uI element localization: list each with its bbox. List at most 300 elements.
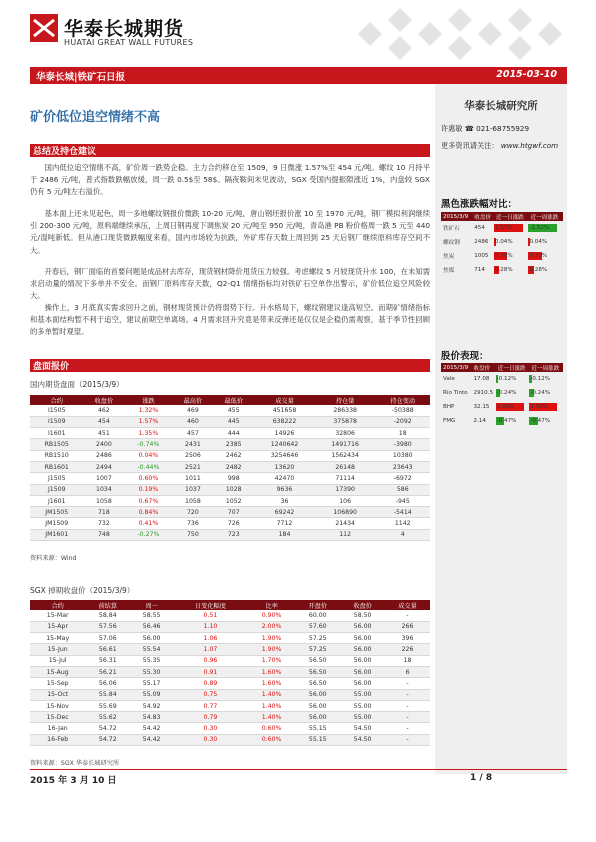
sgx-source: 资料来源：SGX 华泰长城研究所	[30, 760, 120, 767]
table-cell: -0.74%	[124, 439, 172, 450]
table-cell: 55.62	[85, 712, 130, 723]
more-info-label: 更多资讯请关注：	[441, 141, 499, 150]
table-cell: 1.57%	[124, 416, 172, 427]
col-header: 收盘价	[340, 600, 385, 610]
table-cell: 15-Sep	[30, 678, 85, 689]
col-header: 收盘价	[471, 363, 495, 372]
table-cell: 0.84%	[124, 507, 172, 518]
table-cell: 2462	[213, 450, 254, 461]
table-cell: -	[385, 610, 430, 621]
table-cell: 0.67%	[124, 495, 172, 506]
table-cell: 0.91	[173, 666, 248, 677]
report-title: 矿价低位追空情绪不高	[30, 110, 161, 125]
table-cell: 56.00	[295, 700, 340, 711]
table-cell: -2092	[375, 416, 430, 427]
change-value: -0.12%	[530, 376, 551, 382]
table-cell: 2431	[172, 439, 213, 450]
change-value: 1.50%	[496, 404, 515, 410]
table-cell: 56.00	[340, 644, 385, 655]
analyst-name: 许惠敏	[441, 124, 463, 133]
table-row	[441, 263, 563, 277]
table-cell: RB1510	[30, 450, 83, 461]
change-bar-cell	[496, 372, 530, 386]
table-cell: -	[385, 700, 430, 711]
table-cell: 15-Mar	[30, 610, 85, 621]
table-cell: 56.50	[295, 655, 340, 666]
table-cell: 26148	[315, 461, 376, 472]
table-cell: 454	[83, 416, 124, 427]
decorative-diamond-pattern	[348, 6, 568, 62]
change-bar-cell	[496, 414, 530, 428]
table-row	[30, 700, 430, 711]
table-cell: 0.41%	[124, 518, 172, 529]
stocks-table	[441, 363, 563, 428]
table-cell: 750	[172, 529, 213, 540]
table-row	[30, 473, 430, 484]
table-cell: 56.06	[85, 678, 130, 689]
table-cell: 60.00	[295, 610, 340, 621]
table-row	[441, 249, 563, 263]
table-cell: 56.00	[340, 678, 385, 689]
table-row	[30, 644, 430, 655]
table-row	[30, 529, 430, 540]
close-price: 2910.5	[473, 390, 494, 396]
table-cell: 998	[213, 473, 254, 484]
footer-divider	[30, 769, 567, 770]
change-value: 0.04%	[494, 239, 513, 245]
change-bar-cell	[529, 400, 563, 414]
table-cell: 55.30	[130, 666, 173, 677]
table-cell: 0.60%	[124, 473, 172, 484]
table-cell: 15-Nov	[30, 700, 85, 711]
table-cell: JM1505	[30, 507, 83, 518]
table-cell: 56.50	[295, 666, 340, 677]
col-header: 持仓变动	[375, 395, 430, 405]
table-cell: J1505	[30, 473, 83, 484]
table-cell: 1052	[213, 495, 254, 506]
table-cell: 720	[172, 507, 213, 518]
col-header: 近一日涨跌	[496, 363, 530, 372]
table-cell: 55.15	[295, 734, 340, 745]
table-cell: 723	[213, 529, 254, 540]
table-cell: 56.00	[340, 621, 385, 632]
phone-icon: ☎	[464, 124, 474, 133]
website-line	[441, 141, 558, 151]
table-cell: 748	[83, 529, 124, 540]
close-price: 454	[474, 225, 485, 231]
table-cell: 58.50	[340, 610, 385, 621]
table-cell: 15-Jul	[30, 655, 85, 666]
table-cell: 55.09	[130, 689, 173, 700]
table-row	[30, 416, 430, 427]
table-cell: -	[385, 678, 430, 689]
table-cell: 1142	[375, 518, 430, 529]
table-cell: -	[385, 723, 430, 734]
table-cell: 55.00	[340, 689, 385, 700]
table-row	[30, 507, 430, 518]
row-name: 螺纹钢	[443, 240, 460, 246]
close-price: 17.08	[473, 376, 490, 382]
domestic-source: 资料来源：Wind	[30, 555, 77, 562]
table-row	[30, 678, 430, 689]
change-value: 1.50%	[530, 404, 549, 410]
col-header: 最低价	[213, 395, 254, 405]
table-cell: -	[385, 689, 430, 700]
col-header: 涨跌	[124, 395, 172, 405]
table-cell: 451	[83, 428, 124, 439]
table-cell: 57.25	[295, 644, 340, 655]
change-bar-cell	[529, 372, 563, 386]
table-cell: -	[385, 734, 430, 745]
table-cell: 14926	[254, 428, 315, 439]
page-number: 1 / 8	[470, 773, 493, 783]
change-bar-cell	[528, 263, 563, 277]
table-cell: 1.07	[173, 644, 248, 655]
table-cell: 0.30	[173, 734, 248, 745]
row-name: 焦煤	[443, 268, 455, 274]
table-cell: 1058	[83, 495, 124, 506]
table-cell: 15-Apr	[30, 621, 85, 632]
table-cell: 15-Jun	[30, 644, 85, 655]
table-cell: 462	[83, 405, 124, 416]
table-cell: 56.31	[85, 655, 130, 666]
table-cell: 0.30	[173, 723, 248, 734]
change-bar-cell	[529, 386, 563, 400]
table-cell: 17390	[315, 484, 376, 495]
col-header: 近一日涨跌	[494, 212, 529, 221]
table-cell: 0.51	[173, 610, 248, 621]
table-cell: -50388	[375, 405, 430, 416]
summary-section-header	[30, 144, 430, 157]
table-row	[30, 666, 430, 677]
table-row	[30, 405, 430, 416]
table-cell: 469	[172, 405, 213, 416]
table-cell: -6972	[375, 473, 430, 484]
table-cell: 184	[254, 529, 315, 540]
col-header: 成交量	[254, 395, 315, 405]
col-header: 收盘价	[472, 212, 494, 221]
table-cell: 55.00	[340, 712, 385, 723]
table-cell: 2385	[213, 439, 254, 450]
change-bar-cell	[494, 249, 529, 263]
table-cell: 58.55	[130, 610, 173, 621]
table-cell: 1034	[83, 484, 124, 495]
table-cell: 1007	[83, 473, 124, 484]
table-cell: 55.69	[85, 700, 130, 711]
table-cell: 1.60%	[248, 666, 296, 677]
table-cell: 7712	[254, 518, 315, 529]
paragraph: 开春后，钢厂面临的首要问题是成品材去库存，现货钢材降价甩货压力较强。考虑螺纹 5 月较现货升水 100，在未知需求启动量的情况下多单并不安全。而钢厂原料库存天数，Q2-Q1 情绪指标均对铁矿石空单作出警示，矿价低位追空风险较大。	[30, 267, 430, 301]
table-cell: 1028	[213, 484, 254, 495]
table-cell: 106	[315, 495, 376, 506]
table-cell: 56.46	[130, 621, 173, 632]
table-cell: 0.19%	[124, 484, 172, 495]
table-cell: 13620	[254, 461, 315, 472]
table-cell: 54.83	[130, 712, 173, 723]
change-value: 1.57%	[494, 225, 513, 231]
table-cell: 56.50	[295, 678, 340, 689]
change-value: 0.70%	[529, 253, 548, 259]
col-header: 成交量	[385, 600, 430, 610]
table-cell: 718	[83, 507, 124, 518]
table-cell: 71114	[315, 473, 376, 484]
table-cell: 54.50	[340, 734, 385, 745]
table-cell: 55.15	[295, 723, 340, 734]
table-cell: 106890	[315, 507, 376, 518]
table-row	[441, 386, 563, 400]
sgx-table-caption: SGX 掉期收盘价（2015/3/9）	[30, 586, 135, 595]
table-cell: RB1601	[30, 461, 83, 472]
table-cell: 1491716	[315, 439, 376, 450]
table-cell: 726	[213, 518, 254, 529]
table-row	[30, 655, 430, 666]
table-cell: 23643	[375, 461, 430, 472]
change-value: -0.24%	[530, 390, 551, 396]
table-row	[30, 495, 430, 506]
paragraph: 基本面上还未见起色，周一多地螺纹钢报价微跌 10-20 元/吨，唐山钢坯报价涨 10 至 1970 元/吨，钢厂模拟利润继续引 200-300 元/吨，原料端继续承压，上周日钢再度下调焦炭 20 元/吨至 950 元/吨，青岛港 PB 粉价格周一跌 5 元至 440 元/湿吨新低。但从港口现货微跌幅度来看，国内市场较为抗跌，外矿库存天数上周回到 25 天后钢厂继续原料库存空间不大。	[30, 209, 430, 255]
table-cell: 1.32%	[124, 405, 172, 416]
table-cell: -0.27%	[124, 529, 172, 540]
table-cell: 21434	[315, 518, 376, 529]
report-name: 华泰长城|铁矿石日报	[36, 72, 125, 83]
table-cell: 3254646	[254, 450, 315, 461]
table-row	[30, 621, 430, 632]
change-value: -1.52%	[529, 225, 550, 231]
table-row	[30, 734, 430, 745]
table-cell: 0.96	[173, 655, 248, 666]
table-cell: 56.21	[85, 666, 130, 677]
table-cell: 54.72	[85, 734, 130, 745]
close-price: 714	[474, 267, 485, 273]
table-row	[30, 610, 430, 621]
table-cell: 1562434	[315, 450, 376, 461]
table-cell: -945	[375, 495, 430, 506]
sgx-swap-table	[30, 600, 430, 746]
table-row	[30, 461, 430, 472]
table-cell: 42470	[254, 473, 315, 484]
col-header: 近一周涨跌	[528, 212, 563, 221]
analyst-contact	[441, 124, 529, 134]
table-cell: 0.77	[173, 700, 248, 711]
market-section-title: 盘面报价	[33, 362, 70, 372]
paragraph: 操作上，3 月底真实需求回升之前，钢材现货预计仍将弱势下行。升水格局下，螺纹钢建议逢高短空。而期矿情绪指标和基本面结构暂不利于追空，建议前期空单离场。4 月需求回升究竟是带来反弹还是仅仅是企稳仍需观察，基于季节性回顾的多单暂时观望。	[30, 303, 430, 337]
table-cell: 55.00	[340, 700, 385, 711]
change-bar-cell	[496, 386, 530, 400]
col-header: 2015/3/9	[441, 212, 472, 221]
change-value: 0.04%	[529, 239, 548, 245]
col-header: 合约	[30, 395, 83, 405]
table-cell: 32806	[315, 428, 376, 439]
paragraph: 国内低位追空情绪不高，矿价周一跌势企稳。主力合约移仓至 1509，9 日微涨 1.57%至 454 元/吨。螺纹 10 月持平于 2486 元/吨，普式指数跌幅放缓，周一跌 0.5$至 58$。隔夜鞍间未见波动，SGX 受国内提振隙涨近 1%，内盘较 SGX 仍有 5 元/吨左右溢价。	[30, 163, 430, 197]
table-cell: 1.40%	[248, 689, 296, 700]
table-cell: 1.40%	[248, 700, 296, 711]
table-cell: 54.42	[130, 734, 173, 745]
table-cell: 2494	[83, 461, 124, 472]
change-value: -0.47%	[530, 418, 551, 424]
col-header: 开盘价	[295, 600, 340, 610]
sidebar-panel	[435, 84, 567, 774]
stocks-title: 股价表现：	[441, 351, 489, 362]
table-row	[441, 414, 563, 428]
table-cell: 58.84	[85, 610, 130, 621]
table-cell: 57.60	[295, 621, 340, 632]
col-header: 周一	[130, 600, 173, 610]
change-value: 0.28%	[529, 267, 548, 273]
table-cell: 2521	[172, 461, 213, 472]
close-price: 2486	[474, 239, 489, 245]
table-cell: 1.90%	[248, 644, 296, 655]
institute-name: 华泰长城研究所	[464, 100, 538, 112]
table-row	[30, 450, 430, 461]
website-link[interactable]: www.htgwf.com	[500, 141, 559, 150]
table-cell: JM1601	[30, 529, 83, 540]
col-header: 持仓量	[315, 395, 376, 405]
table-cell: 9636	[254, 484, 315, 495]
table-cell: 396	[385, 633, 430, 644]
change-bar-cell	[528, 235, 563, 249]
table-cell: RB1505	[30, 439, 83, 450]
table-cell: 112	[315, 529, 376, 540]
company-logo-icon	[30, 14, 58, 42]
table-cell: 460	[172, 416, 213, 427]
table-cell: 56.00	[340, 655, 385, 666]
table-cell: 1.35%	[124, 428, 172, 439]
table-cell: 57.25	[295, 633, 340, 644]
domestic-futures-table	[30, 395, 430, 541]
table-cell: 1.60%	[248, 678, 296, 689]
close-price: 32.15	[473, 404, 490, 410]
row-name: 铁矿石	[443, 226, 460, 232]
analyst-phone: 021-68755929	[476, 124, 530, 133]
table-cell: 445	[213, 416, 254, 427]
table-row	[30, 439, 430, 450]
col-header: 收盘价	[83, 395, 124, 405]
table-cell: 10380	[375, 450, 430, 461]
change-bar-cell	[494, 221, 529, 235]
table-row	[30, 712, 430, 723]
table-cell: -3980	[375, 439, 430, 450]
table-cell: 55.54	[130, 644, 173, 655]
col-header: 日变化幅度	[173, 600, 248, 610]
table-cell: 55.35	[130, 655, 173, 666]
table-cell: 18	[385, 655, 430, 666]
change-bar-cell	[494, 235, 529, 249]
table-cell: -5414	[375, 507, 430, 518]
table-cell: 455	[213, 405, 254, 416]
table-cell: 1240642	[254, 439, 315, 450]
table-row	[441, 400, 563, 414]
table-row	[30, 633, 430, 644]
table-cell: 0.04%	[124, 450, 172, 461]
table-cell: 56.61	[85, 644, 130, 655]
table-cell: 2.00%	[248, 621, 296, 632]
table-cell: 57.06	[85, 633, 130, 644]
table-cell: 18	[375, 428, 430, 439]
table-cell: 56.00	[340, 666, 385, 677]
col-header: 比率	[248, 600, 296, 610]
table-cell: 457	[172, 428, 213, 439]
table-row	[30, 518, 430, 529]
black-index-title: 黑色涨跌幅对比：	[441, 199, 518, 210]
col-header: 合约	[30, 600, 85, 610]
table-cell: JM1509	[30, 518, 83, 529]
col-header: 前结算	[85, 600, 130, 610]
table-cell: 56.00	[130, 633, 173, 644]
change-value: 0.28%	[494, 267, 513, 273]
table-cell: 0.90%	[248, 610, 296, 621]
table-cell: J1601	[30, 495, 83, 506]
col-header: 最高价	[172, 395, 213, 405]
table-cell: I1601	[30, 428, 83, 439]
col-header: 近一周涨跌	[529, 363, 563, 372]
table-cell: 375878	[315, 416, 376, 427]
table-cell: 36	[254, 495, 315, 506]
report-banner	[30, 67, 567, 84]
table-row	[30, 689, 430, 700]
table-row	[30, 723, 430, 734]
table-cell: 4	[375, 529, 430, 540]
table-cell: 16-Jan	[30, 723, 85, 734]
col-header: 2015/3/9	[441, 363, 471, 372]
company-name-cn: 华泰长城期货	[64, 18, 185, 40]
change-bar-cell	[528, 249, 563, 263]
row-name: BHP	[443, 404, 455, 410]
table-cell: 638222	[254, 416, 315, 427]
row-name: Rio Tinto	[443, 390, 468, 396]
table-cell: 0.75	[173, 689, 248, 700]
table-row	[441, 235, 563, 249]
close-price: 2.14	[473, 418, 486, 424]
table-cell: 69242	[254, 507, 315, 518]
row-name: Vale	[443, 376, 455, 382]
table-cell: 56.00	[295, 712, 340, 723]
table-row	[30, 484, 430, 495]
company-name-en: HUATAI GREAT WALL FUTURES	[64, 38, 194, 47]
table-cell: 286338	[315, 405, 376, 416]
summary-section-title: 总结及持仓建议	[33, 147, 97, 157]
table-row	[30, 428, 430, 439]
table-cell: 586	[375, 484, 430, 495]
table-cell: 1.06	[173, 633, 248, 644]
table-cell: 2486	[83, 450, 124, 461]
table-cell: -0.44%	[124, 461, 172, 472]
table-row	[441, 221, 563, 235]
table-cell: 54.50	[340, 723, 385, 734]
table-cell: 55.17	[130, 678, 173, 689]
table-cell: 15-May	[30, 633, 85, 644]
footer-date: 2015 年 3 月 10 日	[30, 776, 117, 786]
table-cell: 732	[83, 518, 124, 529]
table-cell: 0.60%	[248, 723, 296, 734]
table-cell: 736	[172, 518, 213, 529]
change-value: -0.47%	[496, 418, 517, 424]
table-cell: I1509	[30, 416, 83, 427]
table-cell: 1.10	[173, 621, 248, 632]
table-cell: 57.56	[85, 621, 130, 632]
table-cell: 16-Feb	[30, 734, 85, 745]
table-cell: 56.00	[295, 689, 340, 700]
change-value: 0.70%	[494, 253, 513, 259]
domestic-table-caption: 国内期货盘面（2015/3/9）	[30, 380, 124, 389]
market-section-header	[30, 359, 430, 372]
change-value: -0.12%	[496, 376, 517, 382]
table-cell: J1509	[30, 484, 83, 495]
table-cell: 54.92	[130, 700, 173, 711]
table-cell: 1011	[172, 473, 213, 484]
table-cell: 266	[385, 621, 430, 632]
table-cell: 2506	[172, 450, 213, 461]
change-bar-cell	[494, 263, 529, 277]
